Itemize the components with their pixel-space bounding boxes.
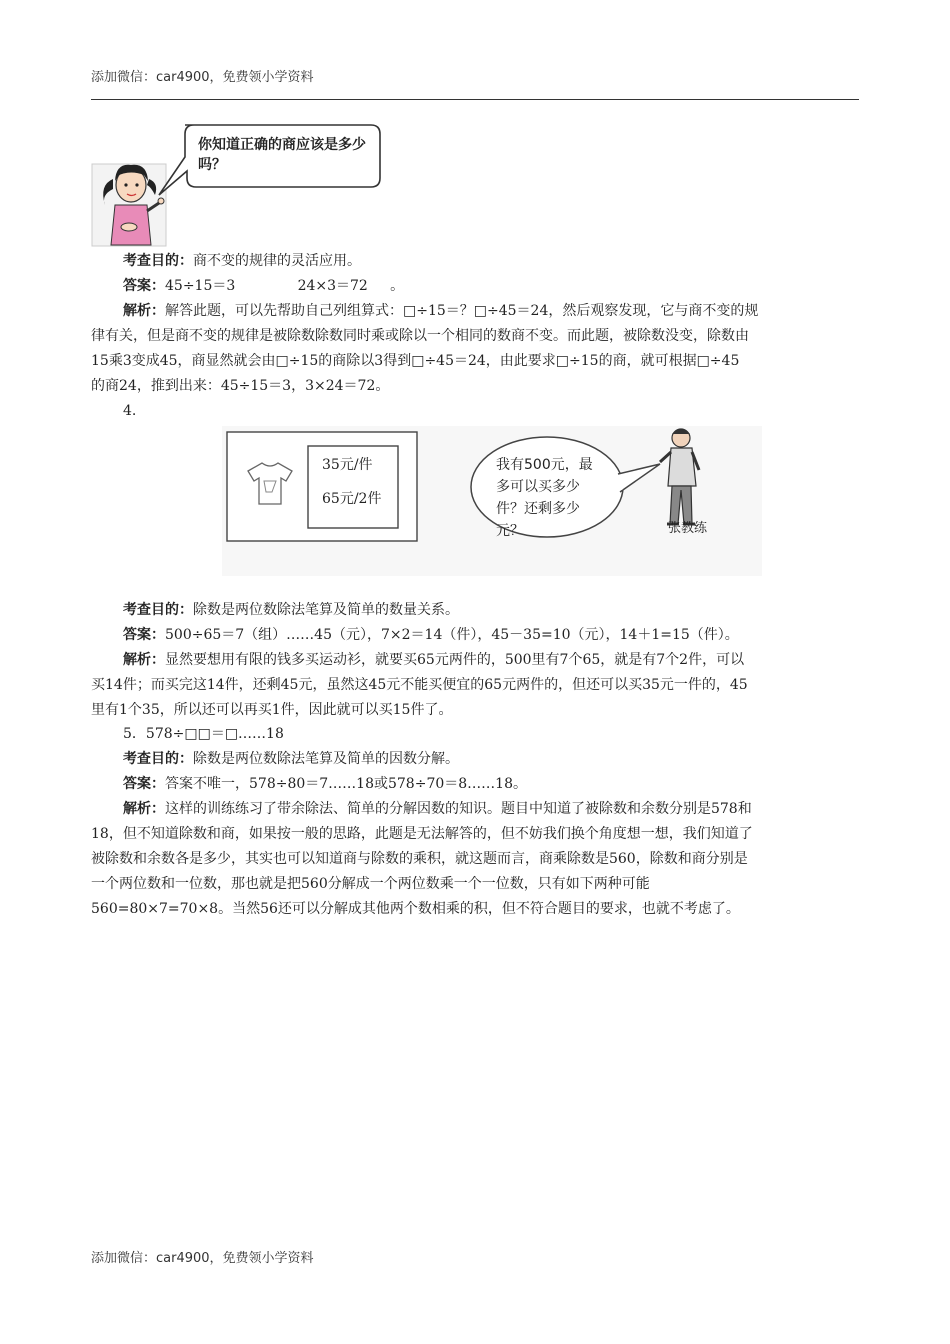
q4-analysis-line-1: 解析：显然要想用有限的钱多买运动衫，就要买65元两件的，500里有7个65，就是有7个2件，可以 (123, 652, 745, 668)
q3-purpose (123, 249, 361, 274)
q5-purpose (123, 747, 459, 772)
q5-question: 5．578÷□□＝□……18 (123, 726, 284, 742)
girl-speech-text: 你知道正确的商应该是多少吗？ (198, 137, 366, 173)
q3-answer-label: 答案： (123, 278, 165, 294)
q5-analysis-line-1: 解析：这样的训练练习了带余除法、简单的分解因数的知识。题目中知道了被除数和余数分别是578和 (123, 801, 752, 817)
q3-analysis-label: 解析： (123, 303, 165, 319)
q5-answer-label: 答案： (123, 776, 165, 792)
girl-figure (91, 123, 391, 248)
q3-answer-text: 45÷15＝3 24×3＝72 。 (165, 278, 405, 294)
page-header: 添加微信：car4900，免费领小学资料 (91, 70, 314, 85)
page-footer: 添加微信：car4900，免费领小学资料 (91, 1251, 314, 1266)
q4-price-single: 35元/件 (322, 457, 373, 473)
q5-analysis-label: 解析： (123, 801, 165, 817)
q5-answer (123, 772, 527, 797)
q4-purpose (123, 598, 459, 623)
q4-analysis-line-2: 买14件；而买完这14件，还剩45元，虽然这45元不能买便宜的65元两件的，但还可以买35元一件的，45 (91, 677, 748, 693)
q4-number: 4. (123, 403, 137, 419)
q4-answer-text: 500÷65＝7（组）……45（元），7×2＝14（件），45－35=10（元），14＋1=15（件）。 (165, 627, 739, 643)
q3-analysis-line-4: 的商24，推到出来：45÷15＝3，3×24＝72。 (91, 378, 390, 394)
q4-analysis-line-3: 里有1个35，所以还可以再买1件，因此就可以买15件了。 (91, 702, 453, 718)
q4-purpose-label: 考查目的： (123, 602, 193, 618)
q3-purpose-text: 商不变的规律的灵活应用。 (193, 253, 361, 269)
q4-figure (222, 426, 762, 576)
q4-answer-label: 答案： (123, 627, 165, 643)
q4-answer (123, 623, 739, 648)
q3-purpose-label: 考查目的： (123, 253, 193, 269)
q3-analysis-line-2: 律有关，但是商不变的规律是被除数除数同时乘或除以一个相同的数商不变。而此题，被除数没变，除数由 (91, 328, 749, 344)
q5-analysis-line-4: 一个两位数和一位数，那也就是把560分解成一个两位数乘一个一位数，只有如下两种可能 (91, 876, 650, 892)
q4-analysis-label: 解析： (123, 652, 165, 668)
q3-analysis-line-1: 解析：解答此题，可以先帮助自己列组算式：□÷15＝？□÷45＝24，然后观察发现，它与商不变的规 (123, 303, 759, 319)
q3-analysis-line-3: 15乘3变成45，商显然就会由□÷15的商除以3得到□÷45＝24，由此要求□÷15的商，就可根据□÷45 (91, 353, 740, 369)
q5-answer-text: 答案不唯一，578÷80＝7……18或578÷70＝8……18。 (165, 776, 527, 792)
q5-analysis-line-3: 被除数和余数各是多少，其实也可以知道商与除数的乘积，就这题而言，商乘除数是560，除数和商分别是 (91, 851, 748, 867)
q5-purpose-label: 考查目的： (123, 751, 193, 767)
q5-purpose-text: 除数是两位数除法笔算及简单的因数分解。 (193, 751, 459, 767)
q3-answer (123, 274, 404, 299)
q4-speech-text: 我有500元，最多可以买多少件？还剩多少元？ (496, 457, 593, 539)
q5-analysis-line-2: 18，但不知道除数和商，如果按一般的思路，此题是无法解答的，但不妨我们换个角度想一想，我们知道了 (91, 826, 753, 842)
header-divider (91, 99, 859, 100)
q4-price-pair: 65元/2件 (322, 491, 382, 507)
q4-speaker-name: 张教练 (668, 521, 708, 536)
q4-purpose-text: 除数是两位数除法笔算及简单的数量关系。 (193, 602, 459, 618)
q5-analysis-line-5: 560=80×7=70×8。当然56还可以分解成其他两个数相乘的积，但不符合题目的要求，也就不考虑了。 (91, 901, 740, 917)
